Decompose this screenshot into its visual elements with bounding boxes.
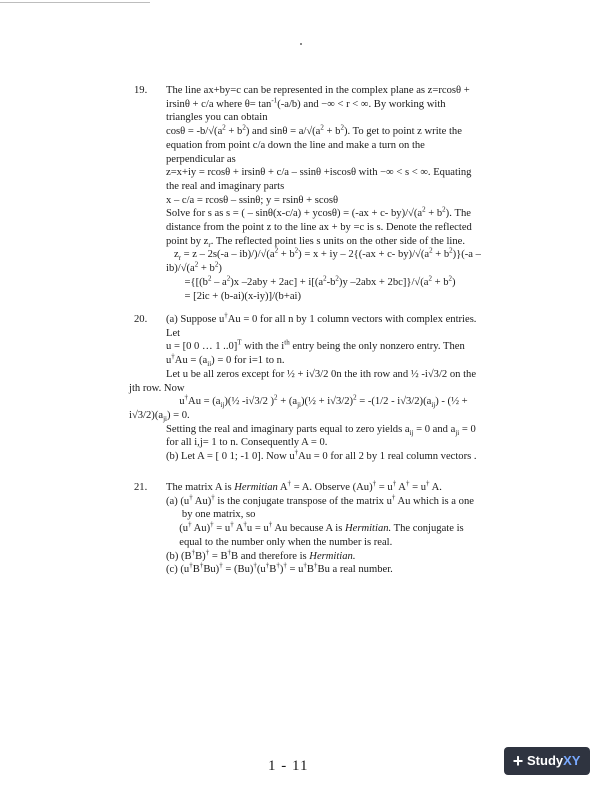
problem-19-line: Solve for s as s = ( – sinθ(x-c/a) + ycosθ) = (-ax + c- $by)/√(a^2 + b^2)$. The bbox=[166, 205, 471, 220]
problem-20-line: Let bbox=[166, 327, 181, 339]
problem-19-line: $ib)/√(a^2 + b^2)$ bbox=[166, 260, 222, 275]
problem-20-line: Setting the real and imaginary parts equal to zero yields $a_{ij} = 0$ and $a_{ji} = 0$ bbox=[166, 423, 476, 437]
plus-icon: + bbox=[512, 751, 524, 771]
page-number: 1 - 11 bbox=[268, 758, 309, 774]
problem-20-line: $u^\dagger Au = (a_{ij})(\frac{1}{2}$ -i√3/2 )$^2 + (a_{ji})(\frac{1}{2} + i√3/2)^2 = -(1/2 - i√3/2)(a_{ij})$ - (½ + bbox=[166, 393, 468, 410]
problem-20-line: Let u be all zeros except for ½ + i√3/2 0n the ith row and ½ -i√3/2 on the bbox=[166, 368, 477, 380]
problem-19-line: $\cos\theta = -b/√(a^2 + b^2)$ and $\sin\theta = a/√(a^2 + b^2)$. To get to point z write the bbox=[166, 123, 462, 138]
problem-19-line: x – c/a = rcosθ – ssinθ; y = rsinθ + scosθ bbox=[166, 194, 339, 206]
scan-dot bbox=[300, 43, 302, 45]
problem-number: 19. bbox=[134, 85, 148, 96]
problem-20-line: u = [0 0 … 1 ..0]$^T$ with the $i^{th}$ entry being the only nonzero entry. Then bbox=[166, 338, 465, 353]
problem-19-line: distance from the point z to the line ax + by =c is s. Denote the reflected bbox=[166, 222, 472, 233]
problem-20-line: $u^\dagger Au = (a_{ii}) = 0$ for i=1 to n. bbox=[166, 352, 285, 369]
problem-21-line: The matrix A is Hermitian A† = A. Observe (Au)† = u† A† = u† A. bbox=[166, 479, 442, 493]
problem-20-line: for all i,j= 1 to n. Consequently A = 0. bbox=[166, 437, 328, 449]
problem-19-line: The line ax+by=c can be represented in the complex plane as z=rcosθ + bbox=[166, 85, 470, 96]
problem-20-line: $i√3/2)(a_{ji}) = 0$. bbox=[129, 409, 190, 423]
problem-19-line: irsinθ + c/a where $\theta= \tan^{-1}(-a/b)$ and −∞ < r < ∞. By working with bbox=[166, 96, 446, 110]
problem-19-line: the real and imaginary parts bbox=[166, 180, 285, 192]
problem-19-line: equation from point c/a down the line and make a turn on the bbox=[166, 139, 425, 151]
problem-21-line: equal to the number only when the number is real. bbox=[166, 536, 393, 548]
studyxy-badge[interactable] bbox=[504, 747, 590, 775]
problem-number: 20. bbox=[134, 314, 148, 325]
problem-21-line: (c) (u†B†Bu)† = (Bu)†(u†B†)† = u†B†Bu a real number. bbox=[166, 561, 393, 576]
brand-text: Study bbox=[527, 753, 564, 768]
problem-20-line: jth row. Now bbox=[129, 382, 185, 394]
problem-19-line: perpendicular as bbox=[166, 153, 236, 165]
brand-accent-text: XY bbox=[563, 753, 581, 768]
problem-19-line: = [2ic + (b-ai)(x-iy)]/(b+ai) bbox=[166, 290, 301, 302]
problem-number: 21. bbox=[134, 482, 148, 493]
scan-edge-line bbox=[0, 2, 150, 3]
problem-19-line: point by $z_r$. The reflected point lies s units on the other side of the line. bbox=[166, 235, 466, 249]
problem-21-line: by one matrix, so bbox=[166, 509, 256, 521]
problem-19-line: triangles you can obtain bbox=[166, 112, 268, 124]
problem-21-line: (b) (B†B)† = B†B and therefore is Hermitian. bbox=[166, 547, 356, 562]
problem-20-line: (a) Suppose u†Au = 0 for all n by 1 column vectors with complex entries. bbox=[166, 311, 477, 325]
problem-19-line: z=x+iy = rcosθ + irsinθ + c/a – ssinθ +iscosθ with −∞ < s < ∞. Equating bbox=[166, 167, 472, 179]
problem-19-line: $z_r = z - 2s(-a - ib)/)/√(a^2 + b^2) = x$ + iy – 2{(-ax + c- $by)/√(a^2 + b^2)\}(-a$ – bbox=[166, 246, 481, 263]
problem-21-line: (u† Au)† = u† A†u = u† Au because A is Hermitian. The conjugate is bbox=[166, 520, 464, 535]
problem-20-line: (b) Let A = [ 0 1; -1 0]. Now u†Au = 0 for all 2 by 1 real column vectors . bbox=[166, 448, 477, 462]
problem-19-line: $=\{[(b^2 - a^2)x$ $-2aby + 2ac] + i[(a^2-b^2)y$ $-2abx + 2bc]\}/√(a^2 + b^2)$ bbox=[166, 274, 456, 288]
problem-21-line: (a) (u† Au)† is the conjugate transpose of the matrix u† Au which is a one bbox=[166, 493, 474, 507]
